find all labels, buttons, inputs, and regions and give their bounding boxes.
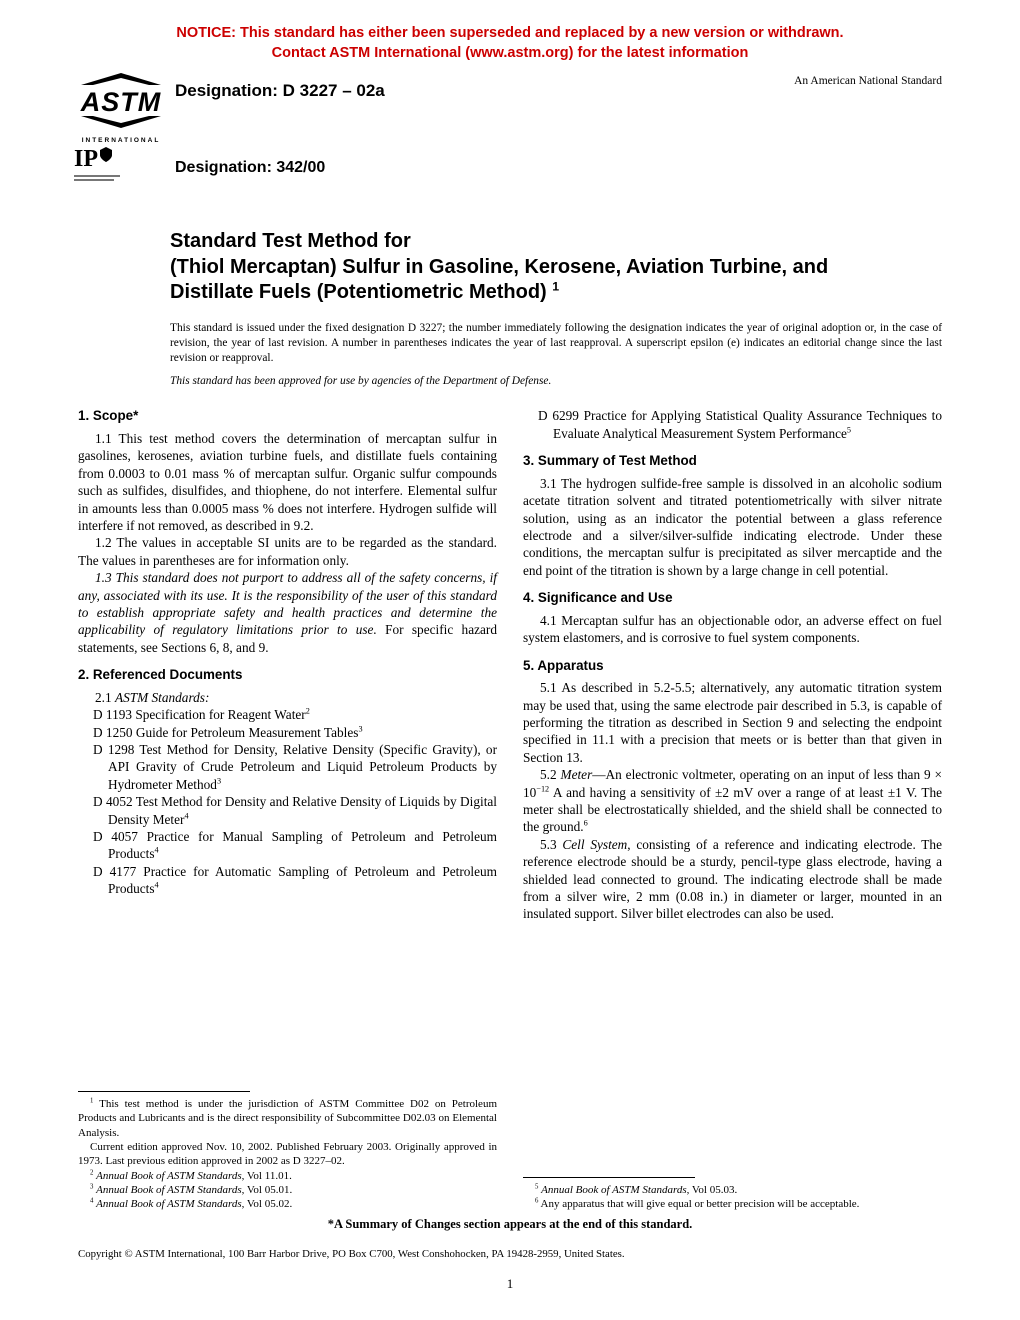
section-3-heading: 3. Summary of Test Method [523, 453, 697, 469]
paragraph-1-3 [78, 569, 497, 656]
footnote-5-rest: Vol 05.03. [689, 1183, 738, 1196]
footnote-rule [78, 1091, 250, 1092]
reference-item-d4177 [78, 863, 497, 898]
left-column [78, 405, 497, 1211]
issued-paragraph: This standard is issued under the fixed designation D 3227; the number immediately following the designation indicates the year of original adoption or, in the case of revision, the year of last revision. A number in parentheses indicates the year of last reapproval. A superscript epsilon (e) indicates an editorial change since the last revision or reapproval. [170, 322, 942, 365]
title-line1: Standard Test Method for [170, 230, 411, 253]
page-number: 1 [506, 1276, 514, 1291]
reference-item-d1193 [78, 706, 497, 723]
footnote-marker: 4 [154, 846, 159, 856]
title-text: (Thiol Mercaptan) Sulfur in Gasoline, Kerosene, Aviation Turbine, and Distillate Fuels (Potentiometric Method) [170, 255, 829, 303]
notice-line2: Contact ASTM International (www.astm.org) for the latest information [271, 44, 749, 61]
footnote-1-text: This test method is under the jurisdiction of ASTM Committee D02 on Petroleum Products and Lubricants and is the direct responsibility of Subcommittee D02.03 on Elemental Analysis. [78, 1098, 497, 1139]
footnote-marker: 3 [358, 724, 363, 734]
right-footnotes [523, 1177, 942, 1212]
reference-item-d4052 [78, 793, 497, 828]
reference-text: D 4177 Practice for Automatic Sampling of Petroleum and Petroleum Products [93, 863, 497, 897]
footnote-4-italic: Annual Book of ASTM Standards, [96, 1198, 245, 1211]
footnote-marker: 1 [90, 1097, 94, 1105]
section-1-heading: 1. Scope* [78, 408, 139, 424]
reference-text: D 1193 Specification for Reagent Water [93, 707, 306, 723]
reference-item-d1298 [78, 741, 497, 793]
paragraph-5-1: 5.1 As described in 5.2-5.5; alternatively, any automatic titration system may be used that, using the same electrode pair described in 5.3, is capable of performing the titration as described in Section 9 and selecting the endpoint specified in 11.1 with a precision that meets or is better than that given in Section 13. [523, 680, 942, 765]
paragraph-2-1 [78, 689, 497, 706]
footnote-marker: 2 [90, 1168, 94, 1176]
left-footnotes [78, 1091, 497, 1211]
astm-logo-subtext: INTERNATIONAL [81, 136, 161, 144]
supersession-notice [0, 0, 1020, 63]
footnote-marker: 4 [184, 811, 189, 821]
footnote-marker: 2 [305, 706, 310, 716]
ip-logo-icon [74, 147, 134, 183]
footnote-marker: 4 [154, 880, 159, 890]
document-header [0, 63, 1020, 221]
section-5-heading: 5. Apparatus [523, 657, 604, 673]
ip-logo-tagline [74, 175, 134, 181]
footnote-4 [78, 1197, 497, 1211]
footnote-marker: 5 [846, 425, 852, 435]
ip-logo-text: IP [74, 146, 98, 173]
paragraph-5-3 [523, 836, 942, 923]
reference-text: D 1298 Test Method for Density, Relative Density (Specific Gravity), or API Gravity of Crude Petroleum and Liquid Petroleum Products by Hydrometer Method [93, 742, 497, 792]
footnote-marker: 6 [583, 818, 588, 828]
reference-text: D 4057 Practice for Manual Sampling of Petroleum and Petroleum Products [93, 829, 497, 862]
ip-shield-icon [100, 147, 112, 162]
footnote-current-edition: Current edition approved Nov. 10, 2002. Published February 2003. Originally approved in 1973. Last previous edition approved in 2002 as D 3227–02. [78, 1140, 497, 1168]
body-columns [78, 405, 942, 1211]
paragraph-2-1-italic: ASTM Standards: [114, 689, 210, 705]
paragraph-5-3-lead: 5.3 [540, 836, 563, 852]
astm-logo-top-chevron-icon [79, 71, 163, 85]
footnote-marker: 6 [535, 1197, 539, 1205]
notice-line1: NOTICE: This standard has either been superseded and replaced by a new version or withdrawn. [176, 25, 844, 41]
dod-approval-line: This standard has been approved for use by agencies of the Department of Defense. [170, 375, 552, 388]
paragraph-1-1: 1.1 This test method covers the determination of mercaptan sulfur in gasolines, kerosenes, aviation turbine fuels, and distillate fuels containing from 0.0003 to 0.01 mass % of mercaptan sulfur. Organic sulfur compounds such as sulfides, disulfides, and thiophene, do not interfere. Elemental sulfur in amounts less than 0.0005 mass % does not interfere. Hydrogen sulfide will interfere if not removed, as described in 9.2. [78, 430, 497, 534]
footnote-marker: 4 [90, 1197, 94, 1205]
designation-ip: Designation: 342/00 [175, 159, 326, 177]
paragraph-5-2-term: Meter [560, 767, 593, 783]
footnote-marker: 3 [216, 776, 222, 786]
paragraph-1-3-italic: 1.3 This standard does not purport to address all of the safety concerns, if any, associated with its use. It is the responsibility of the user of this standard to establish appropriate safety and health practices and determine the applicability of regulatory limitations prior to use. [78, 570, 497, 638]
footnote-3-rest: Vol 05.01. [244, 1183, 293, 1196]
designation-astm: Designation: D 3227 – 02a [175, 81, 385, 101]
title-rest [170, 255, 850, 306]
section-4-heading: 4. Significance and Use [523, 590, 673, 606]
astm-logo-bottom-chevron-icon [79, 116, 163, 130]
footnote-6 [523, 1197, 942, 1211]
astm-logo-text: ASTM [80, 87, 162, 118]
footnote-6-text: Any apparatus that will give equal or better precision will be acceptable. [538, 1198, 860, 1211]
standard-title [170, 229, 850, 305]
paragraph-5-2 [523, 766, 942, 836]
footnote-3 [78, 1183, 497, 1197]
footnote-3-italic: Annual Book of ASTM Standards, [96, 1183, 245, 1196]
paragraph-3-1: 3.1 The hydrogen sulfide-free sample is dissolved in an alcoholic sodium acetate titration solvent and titrated potentiometrically with silver nitrate solution, using as an indicator the potential between a glass reference electrode and a silver/silver-sulfide indicating electrode. Under these conditions, the mercaptan sulfur is precipitated as silver mercaptide and the end point of the titration is shown by a large change in cell potential. [523, 475, 942, 578]
paragraph-5-3-text: , consisting of a reference and indicating electrode. The reference electrode should be a sturdy, pencil-type glass electrode, having a shielded lead connected to ground. The indicating electrode shall be made from a silver wire, 2 mm (0.08 in.) in diameter or larger, mounted in an insulated support. Silver billet electrodes can also be used. [523, 836, 942, 922]
paragraph-5-2-text1: —An electronic voltmeter, operating on an input of less than 9 × 10 [523, 767, 942, 800]
paragraph-4-1: 4.1 Mercaptan sulfur has an objectionable odor, an adverse effect on fuel system elastomers, and is corrosive to fuel system components. [523, 612, 942, 646]
reference-item-d1250 [78, 724, 497, 741]
summary-of-changes-note: *A Summary of Changes section appears at the end of this standard. [327, 1217, 693, 1231]
paragraph-5-3-term: Cell System [562, 836, 628, 852]
footnote-2-italic: Annual Book of ASTM Standards, [96, 1169, 245, 1182]
footnote-2-rest: Vol 11.01. [244, 1169, 292, 1182]
astm-logo-icon [78, 71, 164, 144]
copyright-line: Copyright © ASTM International, 100 Barr Harbor Drive, PO Box C700, West Conshohocken, PA 19428-2959, United States. [78, 1248, 625, 1260]
american-national-standard-label: An American National Standard [794, 75, 942, 88]
reference-item-d4057 [78, 828, 497, 863]
exponent: −12 [536, 784, 550, 794]
footnote-marker: 5 [535, 1183, 539, 1191]
paragraph-5-2-lead: 5.2 [540, 767, 561, 783]
footnote-2 [78, 1169, 497, 1183]
footnote-1 [78, 1097, 497, 1140]
reference-text: D 6299 Practice for Applying Statistical Quality Assurance Techniques to Evaluate Analytical Measurement System Performance [538, 408, 942, 441]
reference-item-d6299 [523, 407, 942, 442]
paragraph-1-3-roman: For specific hazard statements, see Sections 6, 8, and 9. [78, 622, 497, 655]
footnote-rule [523, 1177, 695, 1178]
paragraph-5-2-text2: A and having a sensitivity of ±2 mV over a range of at least ±1 V. The meter shall be electrostatically shielded, and the shield shall be connected to the ground. [523, 784, 942, 835]
paragraph-1-2: 1.2 The values in acceptable SI units are to be regarded as the standard. The values in parentheses are for information only. [78, 535, 497, 568]
reference-text: D 4052 Test Method for Density and Relative Density of Liquids by Digital Density Meter [93, 794, 497, 827]
right-column [523, 405, 942, 1211]
footnote-marker: 3 [90, 1183, 94, 1191]
footnote-5-italic: Annual Book of ASTM Standards, [541, 1183, 690, 1196]
section-2-heading: 2. Referenced Documents [78, 667, 243, 683]
reference-text: D 1250 Guide for Petroleum Measurement Tables [93, 724, 359, 740]
paragraph-2-1-lead: 2.1 [95, 689, 115, 705]
title-footnote-marker: 1 [552, 279, 560, 294]
footnote-4-rest: Vol 05.02. [244, 1198, 293, 1211]
footnote-5 [523, 1183, 942, 1197]
